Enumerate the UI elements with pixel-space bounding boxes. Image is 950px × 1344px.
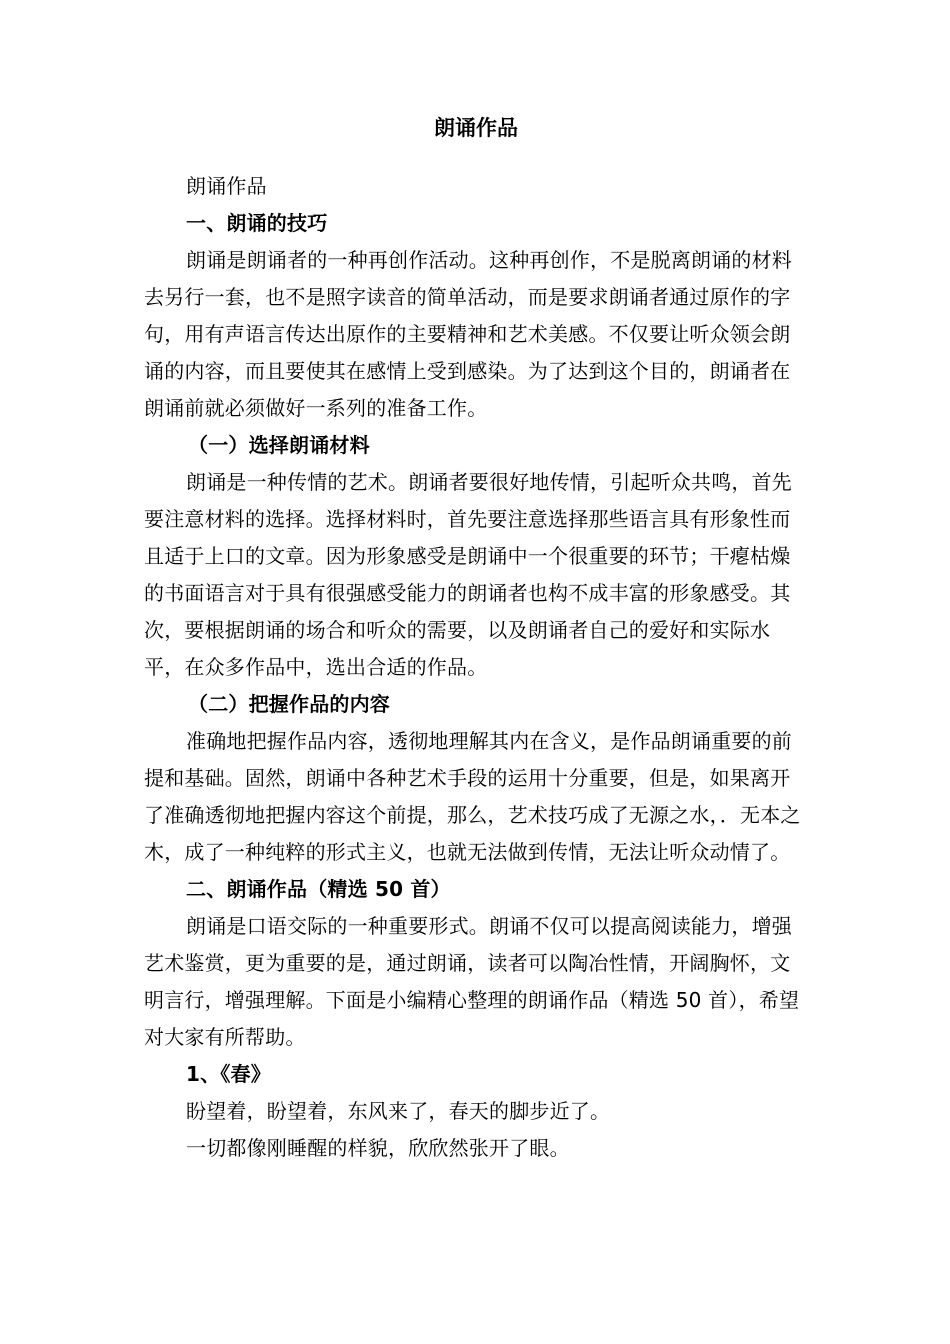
poem-heading: 1、《春》	[186, 1062, 271, 1086]
section-heading: 一、朗诵的技巧	[186, 211, 328, 235]
paragraph: 朗诵是朗诵者的一种再创作活动。这种再创作，不是脱离朗诵的材料去另行一套，也不是照字读音的简单活动，而是要求朗诵者通过原作的字句，用有声语言传达出原作的主要精神和艺术美感。不仅要让听众领会朗诵的内容，而且要使其在感情上受到感染。为了达到这个目的，朗诵者在朗诵前就必须做好一系列的准备工作。	[144, 248, 792, 420]
poem-line: 盼望着，盼望着，东风来了，春天的脚步近了。	[186, 1099, 611, 1123]
subsection-heading: （二）把握作品的内容	[188, 692, 390, 716]
paragraph: 准确地把握作品内容，透彻地理解其内在含义，是作品朗诵重要的前提和基础。固然，朗诵中各种艺术手段的运用十分重要，但是，如果离开了准确透彻地把握内容这个前提，那么，艺术技巧成了无源之水，．无本之木，成了一种纯粹的形式主义，也就无法做到传情，无法让听众动情了。	[144, 729, 801, 864]
paragraph: 朗诵是口语交际的一种重要形式。朗诵不仅可以提高阅读能力，增强艺术鉴赏，更为重要的是，通过朗诵，读者可以陶冶性情，开阔胸怀，文明言行，增强理解。下面是小编精心整理的朗诵作品（精选 50 首），希望对大家有所帮助。	[144, 914, 800, 1049]
document-title: 朗诵作品	[434, 116, 518, 140]
subsection-heading: （一）选择朗诵材料	[188, 433, 370, 457]
paragraph: 朗诵作品	[186, 174, 267, 198]
poem-line: 一切都像刚睡醒的样貌，欣欣然张开了眼。	[186, 1136, 570, 1160]
section-heading: 二、朗诵作品（精选 50 首）	[186, 877, 451, 901]
paragraph: 朗诵是一种传情的艺术。朗诵者要很好地传情，引起听众共鸣，首先要注意材料的选择。选择材料时，首先要注意选择那些语言具有形象性而且适于上口的文章。因为形象感受是朗诵中一个很重要的环节；干瘪枯燥的书面语言对于具有很强感受能力的朗诵者也构不成丰富的形象感受。其次，要根据朗诵的场合和听众的需要，以及朗诵者自己的爱好和实际水平，在众多作品中，选出合适的作品。	[144, 470, 792, 679]
